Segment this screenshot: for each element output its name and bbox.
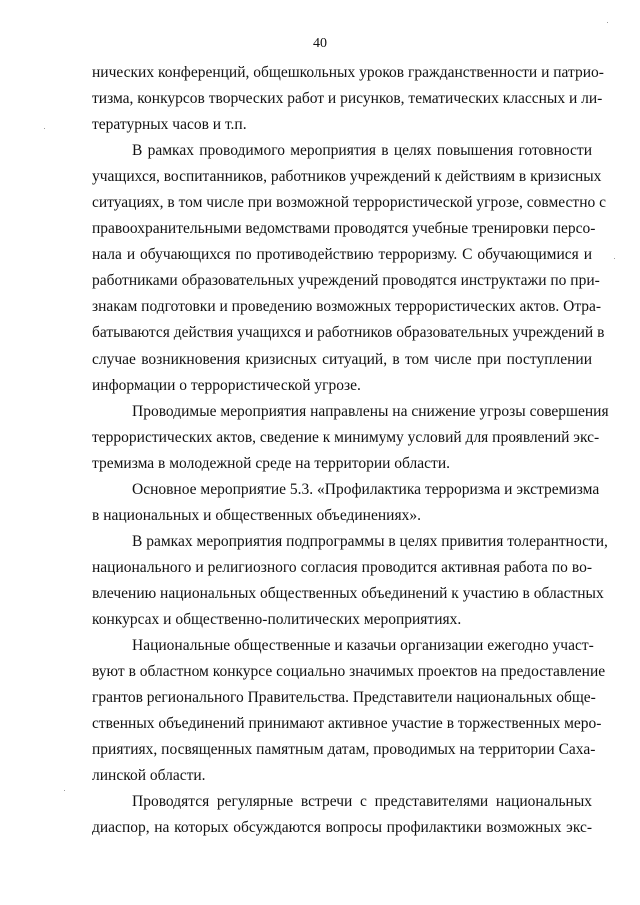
text-line: информации о террористической угрозе. [92, 376, 361, 394]
text-line: террористических актов, сведение к минимуму условий для проявлений экс- [92, 428, 600, 446]
text-line: батываются действия учащихся и работников образовательных учреждений в [92, 324, 605, 342]
text-line: Проводятся регулярные встречи с представителями национальных [132, 793, 592, 811]
text-line: в национальных и общественных объединениях». [92, 506, 421, 524]
paragraph-continuation [92, 60, 604, 138]
scan-speck [614, 258, 615, 259]
paragraph-main-measure [92, 477, 600, 529]
text-line: грантов регионального Правительства. Представители национальных обще- [92, 689, 596, 707]
paragraph-training [92, 138, 606, 398]
text-line: линской области. [92, 767, 206, 785]
text-line: Проводимые мероприятия направлены на снижение угрозы совершения [132, 402, 609, 420]
text-line: тературных часов и т.п. [92, 116, 247, 134]
text-line: правоохранительными ведомствами проводятся учебные тренировки персо- [92, 220, 596, 238]
text-line: национального и религиозного согласия проводится активная работа по во- [92, 558, 592, 576]
text-line: диаспор, на которых обсуждаются вопросы профилактики возможных экс- [92, 819, 592, 837]
paragraph-diaspora-meetings [92, 789, 592, 841]
text-line: Национальные общественные и казачьи организации ежегодно участ- [132, 637, 594, 655]
text-line: ственных объединений принимают активное участие в торжественных меро- [92, 715, 602, 733]
text-line: нала и обучающихся по противодействию терроризму. С обучающимися и [92, 246, 592, 264]
text-line: влечению национальных общественных объединений к участию в областных [92, 584, 604, 602]
text-line: случае возникновения кризисных ситуаций, в том числе при поступлении [92, 350, 592, 368]
scan-speck [607, 22, 608, 23]
text-line: Основное мероприятие 5.3. «Профилактика терроризма и экстремизма [132, 480, 600, 498]
text-line: тремизма в молодежной среде на территории области. [92, 454, 450, 472]
text-line: В рамках мероприятия подпрограммы в целях привития толерантности, [132, 532, 608, 550]
text-line: конкурсах и общественно-политических мероприятиях. [92, 610, 462, 628]
text-line: учащихся, воспитанников, работников учреждений к действиям в кризисных [92, 168, 602, 186]
text-line: В рамках проводимого мероприятия в целях повышения готовности [132, 142, 592, 160]
paragraph-national-organizations [92, 633, 606, 789]
document-body [92, 60, 609, 841]
text-line: приятиях, посвященных памятным датам, проводимых на территории Саха- [92, 741, 596, 759]
text-line: ситуациях, в том числе при возможной террористической угрозе, совместно с [92, 194, 606, 212]
text-line: нических конференций, общешкольных уроков гражданственности и патрио- [92, 64, 604, 81]
paragraph-tolerance [92, 529, 608, 633]
text-line: работниками образовательных учреждений проводятся инструктажи по при- [92, 272, 600, 290]
text-line: тизма, конкурсов творческих работ и рисунков, тематических классных и ли- [92, 90, 603, 108]
page-number: 40 [313, 36, 327, 51]
scan-speck [64, 790, 65, 791]
paragraph-threat-reduction [92, 399, 609, 477]
text-line: знакам подготовки и проведению возможных террористических актов. Отра- [92, 298, 602, 316]
text-line: вуют в областном конкурсе социально значимых проектов на предоставление [92, 663, 606, 681]
scan-speck [44, 128, 45, 129]
